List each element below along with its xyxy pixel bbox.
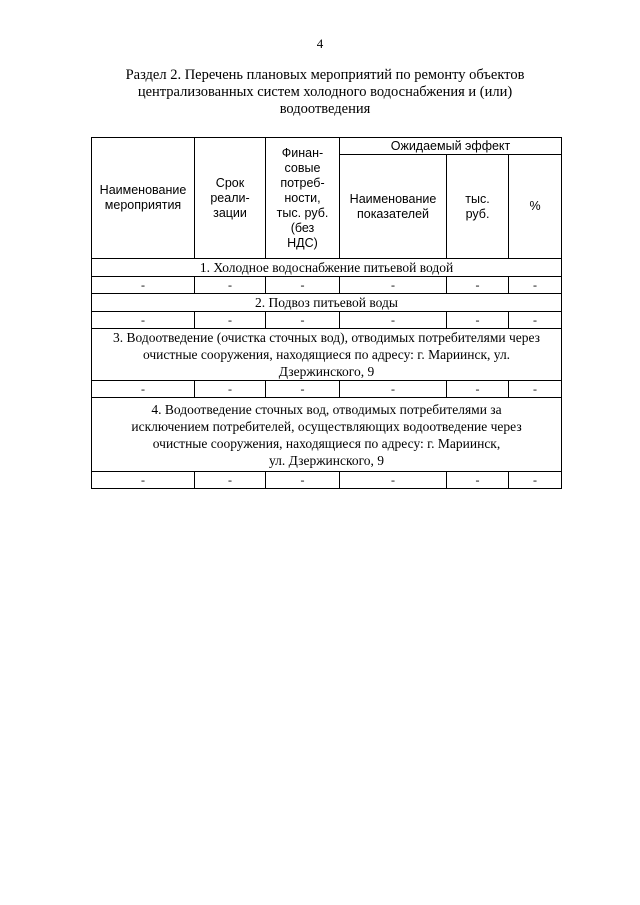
section-title: 4. Водоотведение сточных вод, отводимых потребителями за исключением потребителей, осуществляющих водоотведение через очистные сооружения, находящиеся по адресу: г. Мариинск, ул. Дзержинского, 9	[92, 398, 562, 472]
title-line: Раздел 2. Перечень плановых мероприятий по ремонту объектов	[125, 67, 525, 83]
table-cell: -	[340, 381, 447, 398]
table-header	[92, 138, 562, 259]
page-title	[95, 67, 555, 118]
table-cell: -	[195, 381, 266, 398]
header-indicators: Наименование показателей	[340, 155, 447, 259]
table-cell: -	[92, 381, 195, 398]
header-measure-name: Наименование мероприятия	[92, 138, 195, 259]
table-cell: -	[195, 472, 266, 489]
table-cell: -	[509, 312, 562, 329]
title-line: водоотведения	[279, 101, 371, 117]
section-row	[92, 398, 562, 472]
table-row	[92, 277, 562, 294]
table-row	[92, 381, 562, 398]
table-cell: -	[340, 277, 447, 294]
section-title: 1. Холодное водоснабжение питьевой водой	[92, 259, 562, 277]
table-cell: -	[447, 277, 509, 294]
table-cell: -	[92, 312, 195, 329]
table-cell: -	[509, 277, 562, 294]
table-cell: -	[447, 472, 509, 489]
header-finance: Финан- совые потреб- ности, тыс. руб. (без НДС)	[266, 138, 340, 259]
table-cell: -	[92, 277, 195, 294]
section-row	[92, 259, 562, 277]
table-cell: -	[266, 472, 340, 489]
section-title: 3. Водоотведение (очистка сточных вод), отводимых потребителями через очистные сооружения, находящиеся по адресу: г. Мариинск, ул. Дзержинского, 9	[92, 329, 562, 381]
title-line: централизованных систем холодного водоснабжения и (или)	[137, 84, 513, 100]
page-number: 4	[316, 36, 324, 51]
table-cell: -	[195, 312, 266, 329]
header-expected-effect: Ожидаемый эффект	[340, 138, 562, 155]
table-row	[92, 472, 562, 489]
section-title: 2. Подвоз питьевой воды	[92, 294, 562, 312]
header-percent: %	[509, 155, 562, 259]
table-cell: -	[509, 472, 562, 489]
measures-table	[91, 137, 562, 489]
table-cell: -	[340, 472, 447, 489]
table-cell: -	[340, 312, 447, 329]
table-cell: -	[447, 312, 509, 329]
table-cell: -	[195, 277, 266, 294]
table-cell: -	[92, 472, 195, 489]
table-row	[92, 312, 562, 329]
table-cell: -	[266, 312, 340, 329]
table-cell: -	[509, 381, 562, 398]
table-cell: -	[266, 277, 340, 294]
table-cell: -	[266, 381, 340, 398]
header-thousand-rub: тыс. руб.	[447, 155, 509, 259]
section-row	[92, 329, 562, 381]
section-row	[92, 294, 562, 312]
header-term: Срок реали- зации	[195, 138, 266, 259]
table-cell: -	[447, 381, 509, 398]
